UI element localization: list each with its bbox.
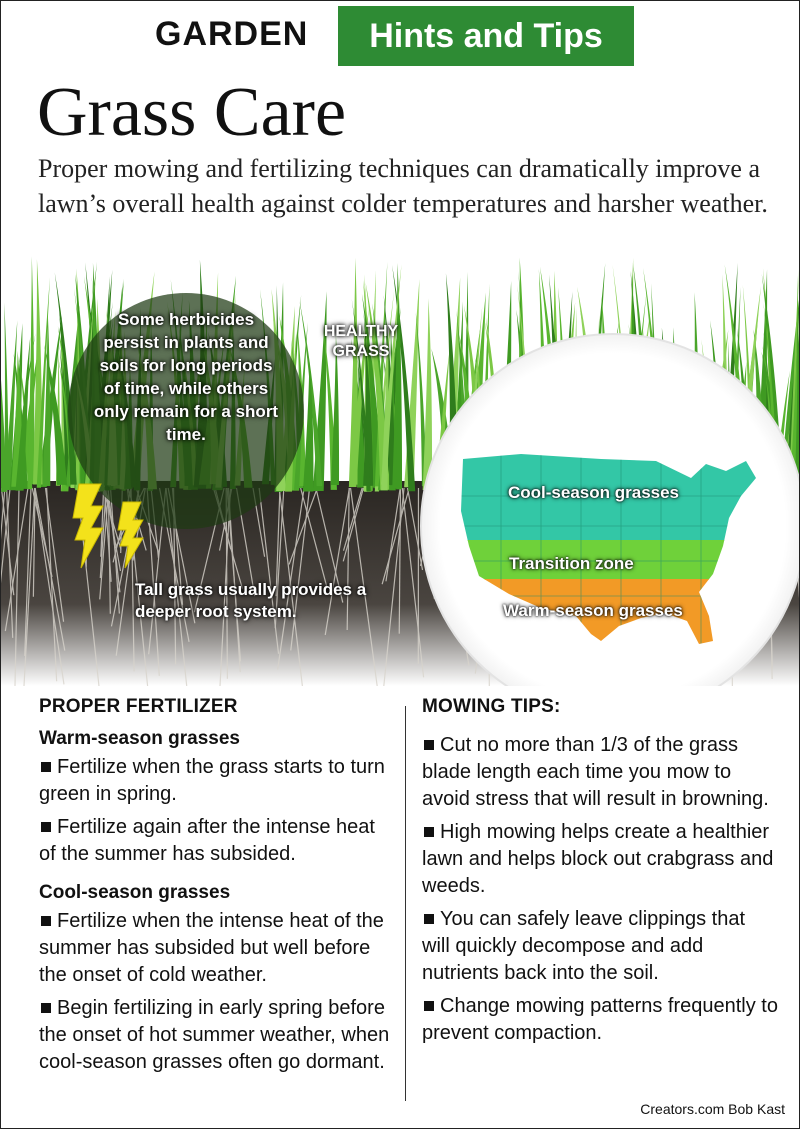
warm-season-heading: Warm-season grasses	[39, 728, 241, 749]
credit-line: Creators.com Bob Kast	[640, 1101, 785, 1117]
page-title: Grass Care	[37, 74, 347, 151]
list-item-text: Fertilize again after the intense heat of the summer has subsided.	[39, 816, 375, 865]
mowing-heading: MOWING TIPS:	[422, 696, 561, 717]
grass-illustration	[1, 256, 800, 686]
bullet-icon	[424, 1001, 434, 1011]
list-item	[39, 754, 391, 808]
bullet-icon	[424, 914, 434, 924]
fertilizer-column	[39, 696, 391, 1082]
herbicide-note: Some herbicides persist in plants and soils for long periods of time, while others only remain for a short time.	[93, 310, 279, 444]
bullet-icon	[41, 916, 51, 926]
bullet-icon	[41, 822, 51, 832]
list-item-text: You can safely leave clippings that will quickly decompose and add nutrients back into the soil.	[422, 908, 746, 984]
intro-paragraph: Proper mowing and fertilizing techniques can dramatically improve a lawn’s overall health against colder temperatures and harsher weather.	[38, 154, 768, 218]
grass-blade	[423, 298, 432, 490]
cool-season-label: Cool-season grasses	[508, 483, 680, 502]
list-item	[422, 993, 778, 1047]
list-item	[422, 906, 778, 987]
list-item-text: Cut no more than 1/3 of the grass blade length each time you mow to avoid stress that will result in browning.	[422, 734, 769, 810]
list-item-text: Fertilize when the grass starts to turn green in spring.	[39, 756, 385, 805]
list-item	[39, 995, 391, 1076]
healthy-grass-label: HEALTHY GRASS	[323, 323, 399, 360]
cool-season-heading: Cool-season grasses	[39, 882, 231, 903]
bullet-icon	[424, 827, 434, 837]
list-item-text: High mowing helps create a healthier lawn and helps block out crabgrass and weeds.	[422, 821, 774, 897]
series-label: GARDEN	[155, 15, 309, 53]
transition-zone-label: Transition zone	[509, 554, 634, 573]
list-item	[39, 814, 391, 868]
warm-season-label: Warm-season grasses	[503, 601, 683, 620]
series-tag: Hints and Tips	[338, 6, 634, 66]
column-divider	[405, 706, 406, 1101]
root-system-note: Tall grass usually provides a deeper root system.	[135, 580, 367, 621]
mowing-column	[422, 696, 778, 1053]
list-item-text: Fertilize when the intense heat of the summer has subsided but well before the onset of cold weather.	[39, 910, 384, 986]
fertilizer-heading: PROPER FERTILIZER	[39, 696, 238, 717]
list-item	[422, 732, 778, 813]
grass-blade	[349, 258, 358, 485]
bullet-icon	[41, 762, 51, 772]
list-item-text: Begin fertilizing in early spring before the onset of hot summer weather, when cool-season grasses often go dormant.	[39, 997, 390, 1073]
bullet-icon	[424, 740, 434, 750]
list-item	[422, 819, 778, 900]
bullet-icon	[41, 1003, 51, 1013]
list-item	[39, 908, 391, 989]
list-item-text: Change mowing patterns frequently to prevent compaction.	[422, 995, 778, 1044]
